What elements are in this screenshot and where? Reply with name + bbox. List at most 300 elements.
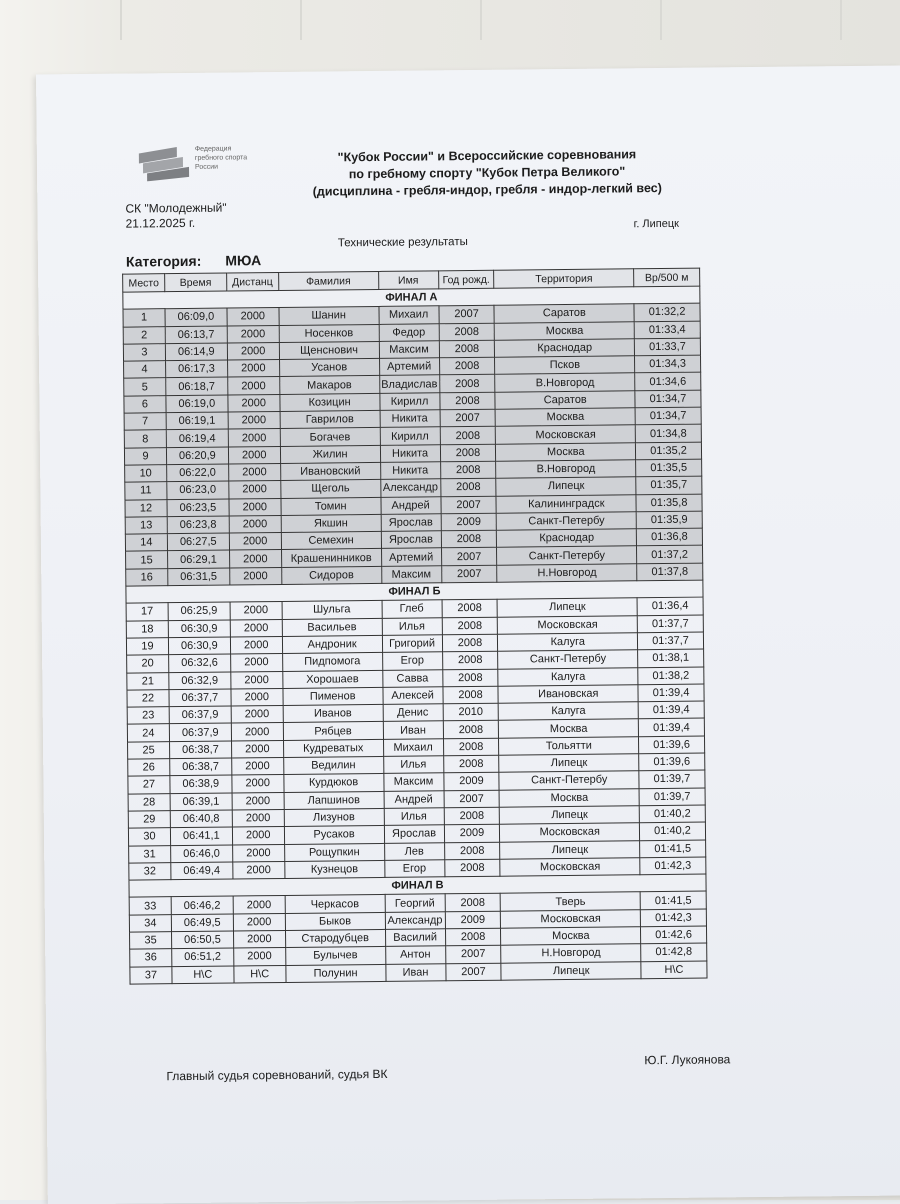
time-cell: 06:50,5: [171, 931, 233, 949]
name-cell: Михаил: [379, 306, 439, 324]
place-cell: 18: [126, 620, 168, 638]
name-cell: Антон: [385, 946, 445, 964]
surname-cell: Хорошаев: [282, 670, 382, 688]
split-cell: 01:37,8: [637, 563, 703, 581]
territory-cell: Санкт-Петербу: [498, 650, 638, 669]
birth-year-cell: 2008: [442, 600, 498, 618]
distance-cell: 2000: [230, 636, 282, 654]
surname-cell: Богачев: [280, 428, 380, 446]
name-cell: Максим: [381, 566, 441, 584]
time-cell: 06:29,1: [167, 550, 229, 568]
name-cell: Артемий: [379, 358, 439, 376]
time-cell: 06:23,5: [167, 499, 229, 517]
territory-cell: Калуга: [499, 702, 639, 721]
name-cell: Ярослав: [384, 825, 444, 843]
col-header: Территория: [494, 269, 634, 288]
surname-cell: Рябцев: [283, 722, 383, 740]
time-cell: 06:19,1: [166, 412, 228, 430]
territory-cell: Краснодар: [495, 339, 635, 358]
time-cell: 06:20,9: [166, 447, 228, 465]
distance-cell: 2000: [229, 567, 281, 585]
place-cell: 36: [130, 949, 172, 967]
split-cell: 01:41,5: [640, 891, 706, 909]
territory-cell: Московская: [496, 425, 636, 444]
territory-cell: Москва: [499, 719, 639, 738]
place-cell: 7: [124, 413, 166, 431]
distance-cell: 2000: [230, 619, 282, 637]
time-cell: 06:49,5: [171, 914, 233, 932]
territory-cell: Московская: [498, 615, 638, 634]
distance-cell: 2000: [229, 498, 281, 516]
place-cell: 27: [128, 776, 170, 794]
time-cell: 06:17,3: [165, 360, 227, 378]
name-cell: Лев: [384, 842, 444, 860]
birth-year-cell: 2008: [443, 755, 499, 773]
surname-cell: Ивановский: [280, 462, 380, 480]
distance-cell: 2000: [232, 792, 284, 810]
title-line-2: по гребному спорту "Кубок Петра Великого": [348, 164, 626, 182]
distance-cell: 2000: [232, 844, 284, 862]
surname-cell: Андроник: [282, 635, 382, 653]
surname-cell: Лапшинов: [284, 791, 384, 809]
surname-cell: Кудреватых: [283, 739, 383, 757]
place-cell: 23: [127, 707, 169, 725]
surname-cell: Шанин: [279, 307, 379, 325]
surname-cell: Русаков: [284, 826, 384, 844]
name-cell: Илья: [383, 756, 443, 774]
split-cell: 01:33,4: [634, 321, 700, 339]
place-cell: 10: [125, 465, 167, 483]
territory-cell: Московская: [501, 909, 641, 928]
place-cell: 26: [128, 759, 170, 777]
split-cell: 01:40,2: [639, 805, 705, 823]
split-cell: 01:39,4: [638, 718, 704, 736]
surname-cell: Жилин: [280, 445, 380, 463]
section-title: ФИНАЛ В: [129, 874, 706, 897]
split-cell: 01:34,7: [635, 390, 701, 408]
birth-year-cell: 2008: [439, 323, 495, 341]
name-cell: Георгий: [385, 894, 445, 912]
territory-cell: Тольятти: [499, 736, 639, 755]
territory-cell: Саратов: [495, 391, 635, 410]
split-cell: 01:39,4: [638, 701, 704, 719]
birth-year-cell: 2007: [441, 548, 497, 566]
territory-cell: В.Новгород: [496, 460, 636, 479]
birth-year-cell: 2010: [443, 703, 499, 721]
name-cell: Иван: [383, 721, 443, 739]
distance-cell: 2000: [231, 706, 283, 724]
place-cell: 25: [128, 741, 170, 759]
distance-cell: 2000: [227, 342, 279, 360]
territory-cell: Липецк: [501, 961, 641, 980]
logo-caption: [195, 144, 275, 172]
surname-cell: Лизунов: [284, 808, 384, 826]
distance-cell: Н\С: [234, 965, 286, 983]
time-cell: 06:39,1: [170, 793, 232, 811]
distance-cell: 2000: [231, 671, 283, 689]
time-cell: 06:19,4: [166, 429, 228, 447]
territory-cell: Москва: [496, 442, 636, 461]
category-label: Категория:: [125, 252, 202, 270]
birth-year-cell: 2007: [440, 409, 496, 427]
surname-cell: Томин: [281, 497, 381, 515]
territory-cell: Москва: [500, 788, 640, 807]
distance-cell: 2000: [228, 429, 280, 447]
time-cell: 06:30,9: [168, 620, 230, 638]
split-cell: 01:39,7: [639, 788, 705, 806]
split-cell: Н\С: [641, 961, 707, 979]
title-line-3: (дисциплина - гребля-индор, гребля - индор-легкий вес): [312, 180, 662, 199]
time-cell: 06:31,5: [168, 568, 230, 586]
distance-cell: 2000: [229, 533, 281, 551]
name-cell: Савва: [382, 669, 442, 687]
territory-cell: Н.Новгород: [501, 944, 641, 963]
logo-line: гребного спорта: [194, 154, 248, 162]
time-cell: 06:46,0: [171, 845, 233, 863]
place-cell: 3: [123, 344, 165, 362]
time-cell: 06:14,9: [165, 343, 227, 361]
territory-cell: Москва: [496, 408, 636, 427]
distance-cell: 2000: [232, 827, 284, 845]
name-cell: Федор: [379, 323, 439, 341]
tile-seam: [480, 0, 482, 40]
distance-cell: 2000: [227, 325, 279, 343]
distance-cell: 2000: [231, 688, 283, 706]
place-cell: 12: [125, 499, 167, 517]
place-cell: 17: [126, 603, 168, 621]
split-cell: 01:39,6: [639, 736, 705, 754]
time-cell: 06:23,0: [167, 481, 229, 499]
split-cell: 01:38,2: [638, 667, 704, 685]
territory-cell: Липецк: [500, 806, 640, 825]
territory-cell: Калуга: [498, 667, 638, 686]
name-cell: Андрей: [381, 496, 441, 514]
distance-cell: 2000: [231, 740, 283, 758]
name-cell: Егор: [384, 860, 444, 878]
birth-year-cell: 2008: [439, 357, 495, 375]
territory-cell: Московская: [500, 823, 640, 842]
place-cell: 5: [124, 378, 166, 396]
name-cell: Илья: [384, 808, 444, 826]
name-cell: Василий: [385, 929, 445, 947]
venue-block: [125, 201, 226, 232]
place-cell: 28: [128, 793, 170, 811]
place-cell: 19: [126, 638, 168, 656]
birth-year-cell: 2008: [440, 444, 496, 462]
distance-cell: 2000: [230, 654, 282, 672]
split-cell: 01:40,2: [639, 822, 705, 840]
tile-seam: [300, 0, 302, 40]
split-cell: 01:35,9: [636, 511, 702, 529]
territory-cell: Москва: [501, 927, 641, 946]
place-cell: 1: [123, 309, 165, 327]
surname-cell: Курдюков: [284, 774, 384, 792]
federation-logo-icon: [137, 145, 193, 182]
name-cell: Ярослав: [381, 514, 441, 532]
time-cell: 06:37,9: [169, 706, 231, 724]
split-cell: 01:38,1: [638, 649, 704, 667]
time-cell: Н\С: [172, 966, 234, 984]
time-cell: 06:32,9: [169, 672, 231, 690]
name-cell: Глеб: [382, 600, 442, 618]
results-table: [122, 268, 707, 985]
split-cell: 01:39,7: [639, 770, 705, 788]
name-cell: Григорий: [382, 635, 442, 653]
surname-cell: Быков: [285, 912, 385, 930]
surname-cell: Рощупкин: [284, 843, 384, 861]
territory-cell: Ивановская: [498, 685, 638, 704]
name-cell: Максим: [379, 341, 439, 359]
birth-year-cell: 2008: [439, 340, 495, 358]
time-cell: 06:51,2: [172, 948, 234, 966]
birth-year-cell: 2008: [442, 686, 498, 704]
territory-cell: Москва: [495, 321, 635, 340]
split-cell: 01:35,2: [635, 442, 701, 460]
results-sheet: [36, 65, 900, 1204]
place-cell: 15: [126, 551, 168, 569]
place-cell: 9: [124, 447, 166, 465]
surname-cell: Иванов: [283, 705, 383, 723]
birth-year-cell: 2008: [441, 530, 497, 548]
birth-year-cell: 2008: [445, 928, 501, 946]
territory-cell: Липецк: [498, 598, 638, 617]
name-cell: Александр: [380, 479, 440, 497]
place-cell: 13: [125, 517, 167, 535]
split-cell: 01:34,3: [635, 355, 701, 373]
birth-year-cell: 2008: [443, 738, 499, 756]
time-cell: 06:27,5: [167, 533, 229, 551]
surname-cell: Ведилин: [283, 756, 383, 774]
time-cell: 06:09,0: [165, 308, 227, 326]
surname-cell: Булычев: [285, 947, 385, 965]
territory-cell: Краснодар: [497, 529, 637, 548]
results-body: [123, 286, 707, 984]
birth-year-cell: 2007: [444, 790, 500, 808]
col-header: Место: [123, 274, 165, 292]
chief-judge-title: Главный судья соревнований, судья ВК: [166, 1066, 388, 1084]
surname-cell: Пименов: [283, 687, 383, 705]
surname-cell: Усанов: [279, 359, 379, 377]
place-cell: 29: [128, 811, 170, 829]
time-cell: 06:25,9: [168, 602, 230, 620]
distance-cell: 2000: [227, 308, 279, 326]
distance-cell: 2000: [233, 861, 285, 879]
surname-cell: Шульга: [282, 601, 382, 619]
territory-cell: Московская: [500, 858, 640, 877]
place-cell: 35: [130, 932, 172, 950]
name-cell: Владислав: [379, 375, 439, 393]
birth-year-cell: 2009: [443, 773, 499, 791]
time-cell: 06:46,2: [171, 896, 233, 914]
name-cell: Артемий: [381, 548, 441, 566]
distance-cell: 2000: [231, 723, 283, 741]
birth-year-cell: 2007: [445, 945, 501, 963]
distance-cell: 2000: [228, 412, 280, 430]
split-cell: 01:37,7: [637, 615, 703, 633]
place-cell: 2: [123, 326, 165, 344]
distance-cell: 2000: [230, 602, 282, 620]
tile-seam: [660, 0, 662, 40]
birth-year-cell: 2008: [444, 859, 500, 877]
city-label: г. Липецк: [633, 217, 680, 231]
col-header: Имя: [378, 271, 438, 290]
birth-year-cell: 2008: [444, 807, 500, 825]
distance-cell: 2000: [233, 930, 285, 948]
name-cell: Никита: [380, 462, 440, 480]
distance-cell: 2000: [233, 913, 285, 931]
distance-cell: 2000: [228, 463, 280, 481]
name-cell: Иван: [385, 963, 445, 981]
venue-name: СК "Молодежный": [125, 200, 227, 216]
split-cell: 01:34,7: [635, 407, 701, 425]
territory-cell: В.Новгород: [495, 373, 635, 392]
territory-cell: Тверь: [501, 892, 641, 911]
split-cell: 01:34,6: [635, 373, 701, 391]
time-cell: 06:37,9: [169, 723, 231, 741]
place-cell: 21: [127, 672, 169, 690]
time-cell: 06:38,7: [170, 758, 232, 776]
distance-cell: 2000: [232, 775, 284, 793]
time-cell: 06:41,1: [170, 827, 232, 845]
distance-cell: 2000: [227, 360, 279, 378]
territory-cell: Н.Новгород: [497, 564, 637, 583]
split-cell: 01:39,6: [639, 753, 705, 771]
time-cell: 06:49,4: [171, 862, 233, 880]
split-cell: 01:42,3: [640, 857, 706, 875]
surname-cell: Сидоров: [281, 566, 381, 584]
distance-cell: 2000: [228, 446, 280, 464]
name-cell: Денис: [383, 704, 443, 722]
name-cell: Никита: [380, 444, 440, 462]
surname-cell: Стародубцев: [285, 929, 385, 947]
split-cell: 01:37,2: [637, 546, 703, 564]
birth-year-cell: 2009: [445, 911, 501, 929]
territory-cell: Санкт-Петербу: [497, 512, 637, 531]
birth-year-cell: 2008: [444, 842, 500, 860]
place-cell: 20: [127, 655, 169, 673]
name-cell: Михаил: [383, 739, 443, 757]
time-cell: 06:19,0: [166, 395, 228, 413]
surname-cell: Щеголь: [280, 480, 380, 498]
surname-cell: Кузнецов: [284, 860, 384, 878]
name-cell: Никита: [380, 410, 440, 428]
time-cell: 06:23,8: [167, 516, 229, 534]
surname-cell: Семехин: [281, 532, 381, 550]
time-cell: 06:38,7: [169, 741, 231, 759]
birth-year-cell: 2008: [439, 392, 495, 410]
split-cell: 01:42,6: [641, 926, 707, 944]
distance-cell: 2000: [233, 896, 285, 914]
section-title: ФИНАЛ Б: [126, 580, 703, 603]
place-cell: 4: [124, 361, 166, 379]
birth-year-cell: 2008: [439, 375, 495, 393]
split-cell: 01:33,7: [634, 338, 700, 356]
birth-year-cell: 2007: [441, 565, 497, 583]
surname-cell: Гаврилов: [280, 411, 380, 429]
birth-year-cell: 2007: [439, 306, 495, 324]
territory-cell: Липецк: [496, 477, 636, 496]
birth-year-cell: 2008: [440, 461, 496, 479]
surname-cell: Васильев: [282, 618, 382, 636]
category-value: МЮА: [225, 252, 262, 269]
name-cell: Илья: [382, 617, 442, 635]
birth-year-cell: 2008: [440, 427, 496, 445]
split-cell: 01:37,7: [637, 632, 703, 650]
surname-cell: Полунин: [286, 964, 386, 982]
title-line-1: "Кубок России" и Всероссийские соревнования: [337, 147, 637, 165]
surname-cell: Щенснович: [279, 341, 379, 359]
birth-year-cell: 2007: [445, 963, 501, 981]
split-cell: 01:36,8: [636, 528, 702, 546]
place-cell: 8: [124, 430, 166, 448]
category-line: [126, 252, 261, 269]
place-cell: 24: [127, 724, 169, 742]
split-cell: 01:42,8: [641, 943, 707, 961]
place-cell: 30: [128, 828, 170, 846]
split-cell: 01:32,2: [634, 303, 700, 321]
birth-year-cell: 2009: [444, 824, 500, 842]
name-cell: Андрей: [384, 790, 444, 808]
territory-cell: Липецк: [500, 840, 640, 859]
logo-line: России: [194, 163, 219, 171]
distance-cell: 2000: [229, 515, 281, 533]
split-cell: 01:35,7: [636, 476, 702, 494]
time-cell: 06:30,9: [168, 637, 230, 655]
time-cell: 06:38,9: [170, 775, 232, 793]
surname-cell: Носенков: [279, 324, 379, 342]
place-cell: 32: [129, 862, 171, 880]
name-cell: Алексей: [383, 687, 443, 705]
territory-cell: Калининградск: [496, 494, 636, 513]
place-cell: 14: [125, 534, 167, 552]
place-cell: 33: [129, 897, 171, 915]
territory-cell: Калуга: [498, 633, 638, 652]
territory-cell: Саратов: [494, 304, 634, 323]
birth-year-cell: 2008: [442, 651, 498, 669]
event-date: 21.12.2025 г.: [125, 215, 196, 231]
time-cell: 06:37,7: [169, 689, 231, 707]
time-cell: 06:40,8: [170, 810, 232, 828]
surname-cell: Черкасов: [285, 895, 385, 913]
name-cell: Максим: [383, 773, 443, 791]
split-cell: 01:41,5: [640, 840, 706, 858]
distance-cell: 2000: [227, 377, 279, 395]
col-header: Время: [165, 273, 227, 292]
tile-seam: [840, 0, 842, 40]
birth-year-cell: 2008: [440, 478, 496, 496]
territory-cell: Санкт-Петербу: [499, 771, 639, 790]
time-cell: 06:18,7: [166, 378, 228, 396]
surname-cell: Якшин: [281, 514, 381, 532]
split-cell: 01:34,8: [635, 424, 701, 442]
distance-cell: 2000: [228, 394, 280, 412]
place-cell: 34: [129, 914, 171, 932]
section-title: ФИНАЛ А: [123, 286, 700, 309]
birth-year-cell: 2008: [443, 721, 499, 739]
distance-cell: 2000: [229, 550, 281, 568]
tile-seam: [120, 0, 122, 40]
logo-line: Федерация: [194, 145, 232, 153]
split-cell: 01:42,3: [640, 909, 706, 927]
place-cell: 11: [125, 482, 167, 500]
chief-judge-name: Ю.Г. Лукоянова: [644, 1052, 731, 1068]
time-cell: 06:22,0: [167, 464, 229, 482]
place-cell: 22: [127, 689, 169, 707]
territory-cell: Липецк: [499, 754, 639, 773]
distance-cell: 2000: [233, 948, 285, 966]
col-header: Вр/500 м: [634, 268, 700, 287]
col-header: Фамилия: [278, 271, 378, 290]
